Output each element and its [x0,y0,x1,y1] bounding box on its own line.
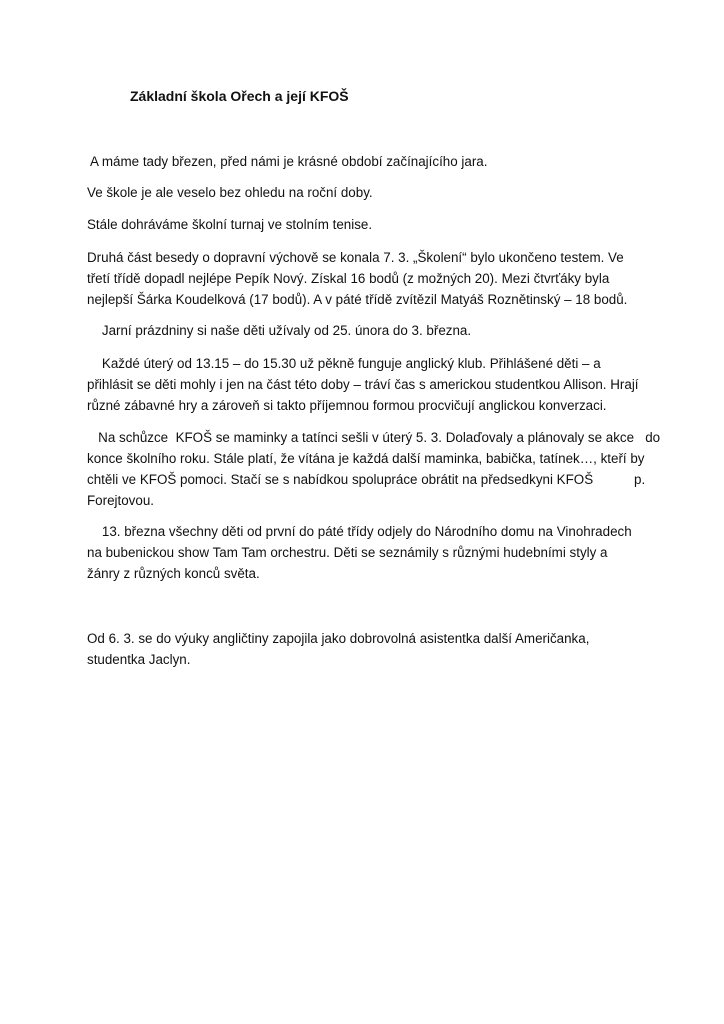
document-title: Základní škola Ořech a její KFOŠ [130,88,349,104]
paragraph-line: chtěli ve KFOŠ pomoci. Stačí se s nabídkou spolupráce obrátit na předsedkyni KFOŠ p. [87,472,646,487]
paragraph-tam-tam-show [87,521,647,584]
paragraph-traffic-education [87,247,647,310]
paragraph-march-intro [87,151,647,172]
paragraph-english-assistant [87,628,647,670]
paragraph-line: přihlásit se děti mohly i jen na část této doby – tráví čas s americkou studentkou Allison. Hrají [87,377,639,392]
paragraph-line: Každé úterý od 13.15 – do 15.30 už pěkně funguje anglický klub. Přihlášené děti – a [87,356,601,371]
paragraph-kfos-meeting [87,427,661,511]
paragraph-line: Forejtovou. [87,493,154,508]
paragraph-line: Jarní prázdniny si naše děti užívaly od 25. února do 3. března. [87,323,472,338]
paragraph-line: Od 6. 3. se do výuky angličtiny zapojila jako dobrovolná asistentka další Američanka, [87,631,590,646]
paragraph-line: studentka Jaclyn. [87,652,191,667]
paragraph-line: žánry z různých konců světa. [87,566,260,581]
paragraph-school-fun [87,182,647,203]
paragraph-table-tennis [87,214,647,235]
paragraph-line: Ve škole je ale veselo bez ohledu na roční doby. [87,185,373,200]
paragraph-line: Stále dohráváme školní turnaj ve stolním tenise. [87,217,373,232]
paragraph-line: Druhá část besedy o dopravní výchově se konala 7. 3. „Školení“ bylo ukončeno testem. Ve [87,250,624,265]
paragraph-line: A máme tady březen, před námi je krásné období začínajícího jara. [87,154,488,169]
paragraph-line: třetí třídě dopadl nejlépe Pepík Nový. Získal 16 bodů (z možných 20). Mezi čtvrťáky byla [87,271,610,286]
paragraph-line: Na schůzce KFOŠ se maminky a tatínci sešli v úterý 5. 3. Dolaďovaly a plánovaly se akce do [87,430,661,445]
paragraph-spring-holidays [87,320,647,341]
paragraph-line: 13. března všechny děti od první do páté třídy odjely do Národního domu na Vinohradech [87,524,632,539]
paragraph-line: na bubenickou show Tam Tam orchestru. Děti se seznámily s různými hudebními styly a [87,545,608,560]
paragraph-line: různé zábavné hry a zároveň si takto příjemnou formou procvičují anglickou konverzaci. [87,398,607,413]
paragraph-line: nejlepší Šárka Koudelková (17 bodů). A v páté třídě zvítězil Matyáš Roznětinský – 18 bodů. [87,292,628,307]
paragraph-english-club [87,353,647,416]
paragraph-line: konce školního roku. Stále platí, že vítána je každá další maminka, babička, tatínek…, kteří by [87,451,645,466]
